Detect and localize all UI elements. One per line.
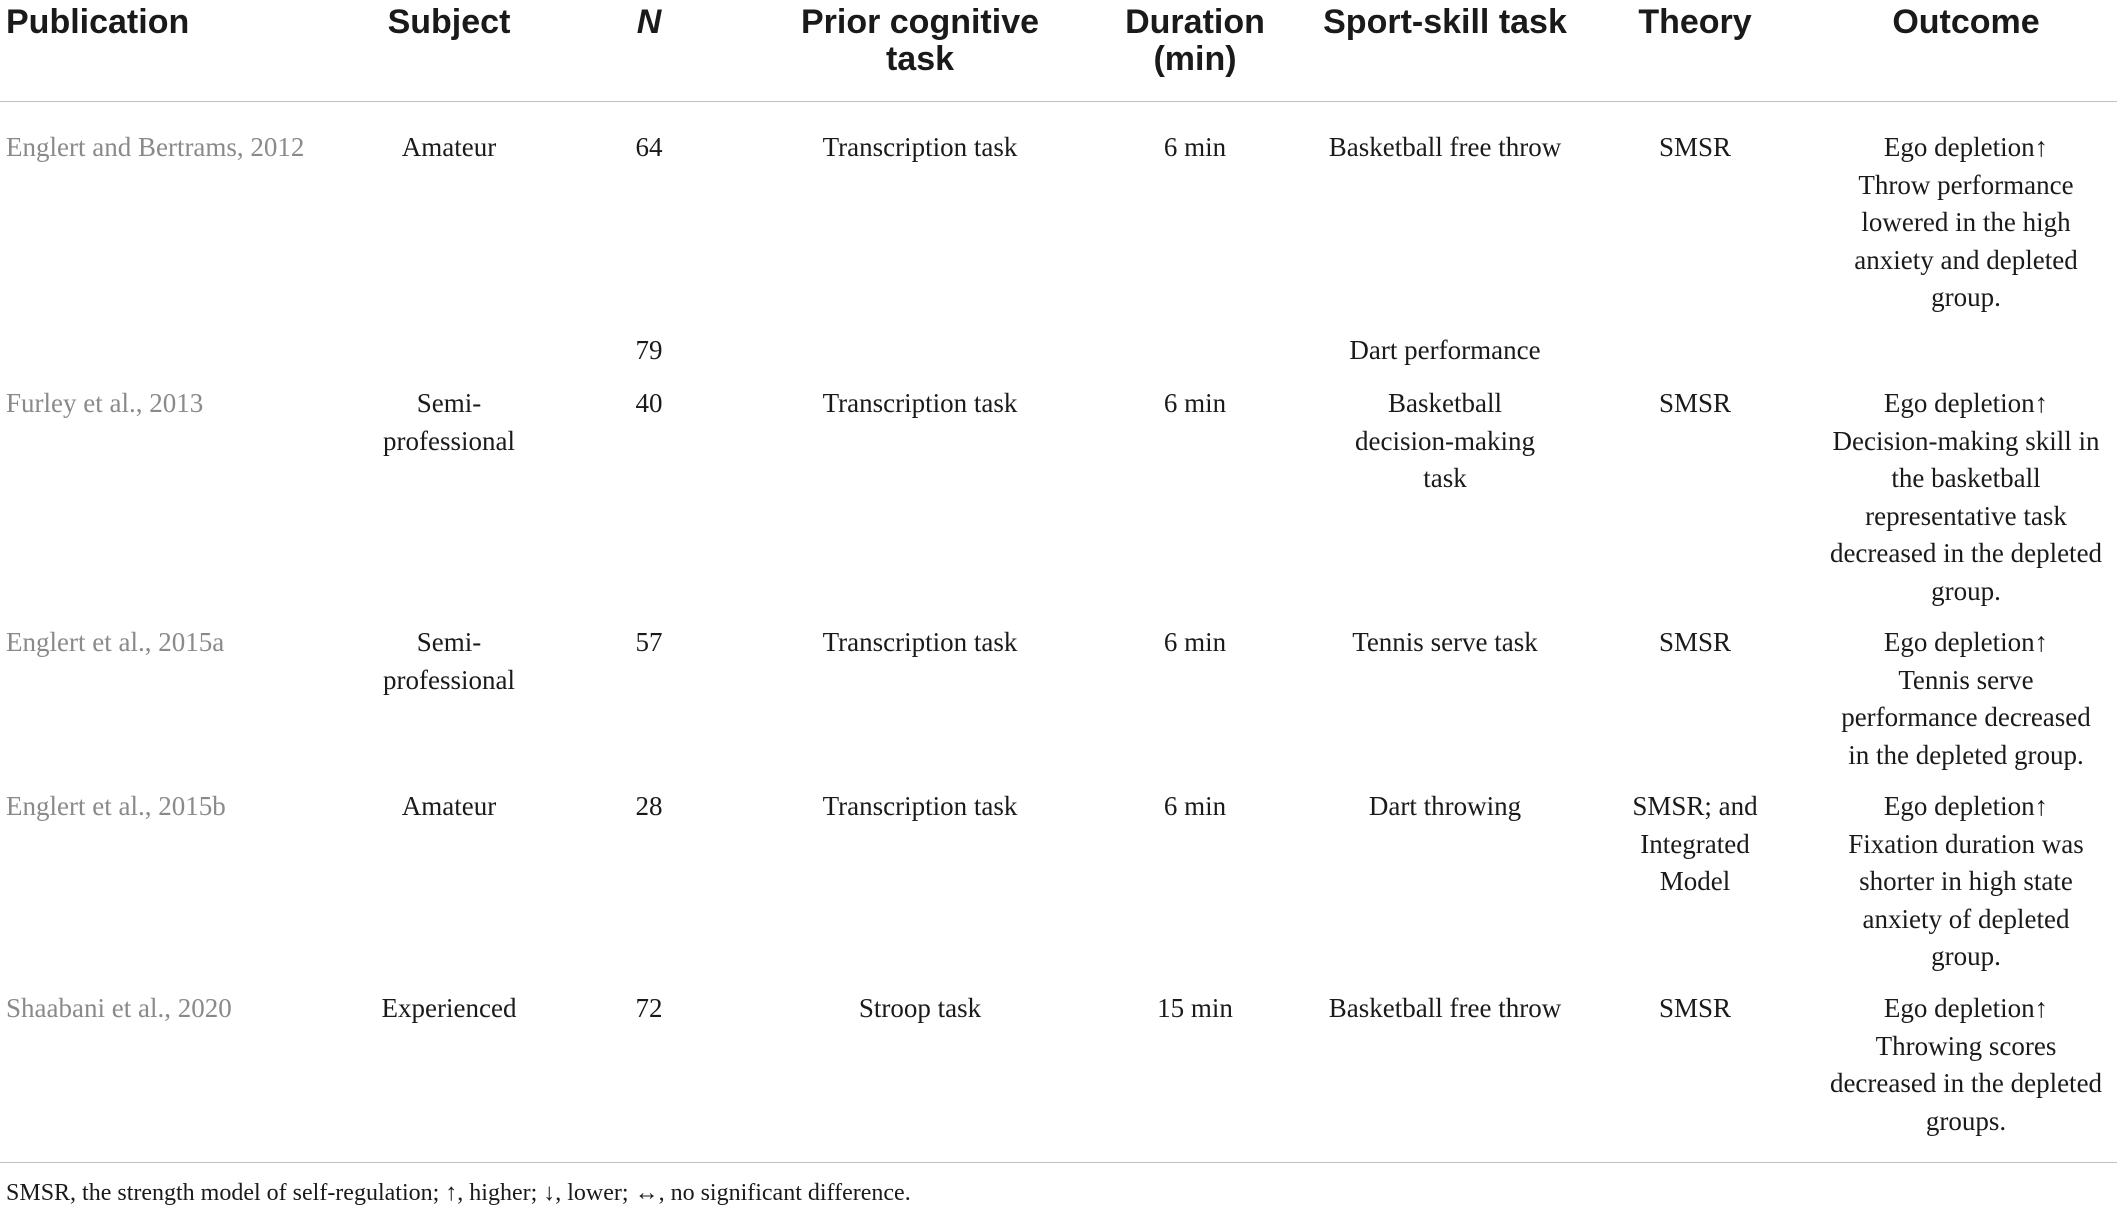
outcome-line: group. — [1931, 941, 2001, 971]
outcome-line: Tennis serve — [1898, 664, 2034, 695]
row-1-duration: 6 min — [1163, 132, 1227, 162]
row-3-sport-task-line: task — [1423, 463, 1467, 493]
row-1-n: 64 — [635, 132, 663, 162]
row-5-theory-line: Model — [1659, 866, 1731, 896]
row-6-outcome — [1806, 990, 2117, 1140]
outcome-line: Ego depletion↑ — [1883, 627, 2049, 657]
row-5-theory-line: SMSR; and — [1632, 791, 1758, 821]
row-4-publication: Englert et al., 2015a — [6, 627, 225, 657]
header-prior-task-line1: Prior cognitive — [800, 3, 1040, 41]
row-4-prior-task: Transcription task — [822, 627, 1018, 657]
outcome-line: group. — [1931, 575, 2001, 606]
outcome-line: Decision-making skill in — [1832, 425, 2100, 456]
outcome-line: Ego depletion↑ — [1883, 388, 2049, 418]
outcome-line: Ego depletion↑ — [1883, 132, 2049, 162]
row-5-sport-task-line: Dart throwing — [1368, 791, 1522, 821]
outcome-line: Throwing scores — [1875, 1030, 2057, 1061]
outcome-line: groups. — [1925, 1105, 2007, 1136]
outcome-line: representative task — [1865, 500, 2067, 531]
row-4-subject-line: professional — [383, 664, 515, 695]
outcome-line: Ego depletion↑ — [1883, 791, 2049, 821]
header-sport-task: Sport-skill task — [1323, 3, 1567, 41]
row-3-prior-task: Transcription task — [822, 388, 1018, 418]
row-4-sport-task — [1270, 624, 1620, 662]
row-1-theory — [1595, 129, 1795, 167]
table-footnote: SMSR, the strength model of self-regulation; ↑, higher; ↓, lower; ↔, no significant difference. — [6, 1180, 911, 1206]
row-3-theory-line: SMSR — [1658, 388, 1732, 418]
row-1-sport-task-line: Basketball free throw — [1328, 132, 1562, 162]
row-3-subject-line: professional — [383, 425, 515, 456]
row-1-subject-line: Amateur — [401, 132, 497, 162]
row-4-theory — [1595, 624, 1795, 662]
row-6-subject-line: Experienced — [381, 993, 517, 1023]
row-3-sport-task-line: decision-making — [1355, 425, 1535, 456]
row-3-subject-line: Semi- — [416, 388, 482, 418]
header-publication: Publication — [6, 3, 190, 41]
row-4-subject-line: Semi- — [416, 627, 482, 657]
header-duration-line1: Duration — [1125, 3, 1265, 41]
header-duration — [1095, 4, 1295, 78]
header-outcome: Outcome — [1892, 3, 2040, 41]
row-1-publication: Englert and Bertrams, 2012 — [6, 132, 305, 162]
row-5-sport-task — [1270, 788, 1620, 826]
row-3-duration: 6 min — [1163, 388, 1227, 418]
outcome-line: decreased in the depleted — [1829, 1068, 2103, 1098]
outcome-line: group. — [1931, 282, 2001, 312]
row-6-publication: Shaabani et al., 2020 — [6, 993, 232, 1023]
row-1-sport-task — [1270, 129, 1620, 167]
row-5-subject — [349, 788, 549, 826]
outcome-line: the basketball — [1891, 463, 2041, 493]
row-5-prior-task: Transcription task — [822, 791, 1018, 821]
row-1-prior-task: Transcription task — [822, 132, 1018, 162]
row-4-theory-line: SMSR — [1658, 627, 1732, 657]
outcome-line: decreased in the depleted — [1829, 538, 2103, 568]
outcome-line: performance decreased — [1841, 702, 2091, 732]
row-6-theory-line: SMSR — [1658, 993, 1732, 1023]
row-3-n: 40 — [635, 388, 663, 418]
bottom-rule — [0, 1162, 2117, 1163]
row-2-n: 79 — [635, 335, 663, 365]
outcome-line: Ego depletion↑ — [1883, 993, 2049, 1023]
outcome-line: lowered in the high — [1861, 207, 2071, 237]
outcome-line: in the depleted group. — [1848, 739, 2084, 770]
row-1-outcome — [1806, 129, 2117, 317]
row-3-outcome — [1806, 385, 2117, 610]
header-subject: Subject — [387, 3, 511, 41]
row-6-subject — [349, 990, 549, 1028]
row-5-theory — [1595, 788, 1795, 901]
row-4-subject — [349, 624, 549, 699]
row-4-outcome — [1806, 624, 2117, 774]
outcome-line: Throw performance — [1858, 169, 2074, 200]
outcome-line: anxiety of depleted — [1862, 903, 2070, 934]
row-6-n: 72 — [635, 993, 663, 1023]
row-5-publication: Englert et al., 2015b — [6, 791, 226, 821]
outcome-line: shorter in high state — [1859, 866, 2073, 896]
row-3-publication: Furley et al., 2013 — [6, 388, 204, 418]
row-3-sport-task — [1270, 385, 1620, 498]
row-1-subject — [349, 129, 549, 167]
row-6-prior-task: Stroop task — [858, 993, 982, 1023]
row-3-theory — [1595, 385, 1795, 423]
row-5-duration: 6 min — [1163, 791, 1227, 821]
header-prior-task-line2: task — [885, 40, 955, 78]
row-2-sport-task — [1270, 332, 1620, 370]
header-rule — [0, 101, 2117, 102]
header-n: N — [636, 3, 662, 41]
row-6-duration: 15 min — [1157, 993, 1233, 1023]
outcome-line: Fixation duration was — [1848, 828, 2084, 859]
row-4-sport-task-line: Tennis serve task — [1352, 627, 1538, 657]
row-4-duration: 6 min — [1163, 627, 1227, 657]
row-6-sport-task-line: Basketball free throw — [1328, 993, 1562, 1023]
row-3-subject — [349, 385, 549, 460]
row-1-theory-line: SMSR — [1658, 132, 1732, 162]
outcome-line: anxiety and depleted — [1854, 244, 2078, 275]
row-6-sport-task — [1270, 990, 1620, 1028]
row-3-sport-task-line: Basketball — [1388, 388, 1502, 418]
row-5-subject-line: Amateur — [401, 791, 497, 821]
row-5-n: 28 — [635, 791, 663, 821]
header-theory: Theory — [1638, 3, 1752, 41]
header-duration-line2: (min) — [1153, 40, 1237, 78]
row-6-theory — [1595, 990, 1795, 1028]
header-prior-task — [770, 4, 1070, 78]
row-4-n: 57 — [635, 627, 663, 657]
row-5-theory-line: Integrated — [1640, 828, 1750, 859]
row-5-outcome — [1806, 788, 2117, 976]
row-2-sport-task-line: Dart performance — [1349, 335, 1541, 365]
